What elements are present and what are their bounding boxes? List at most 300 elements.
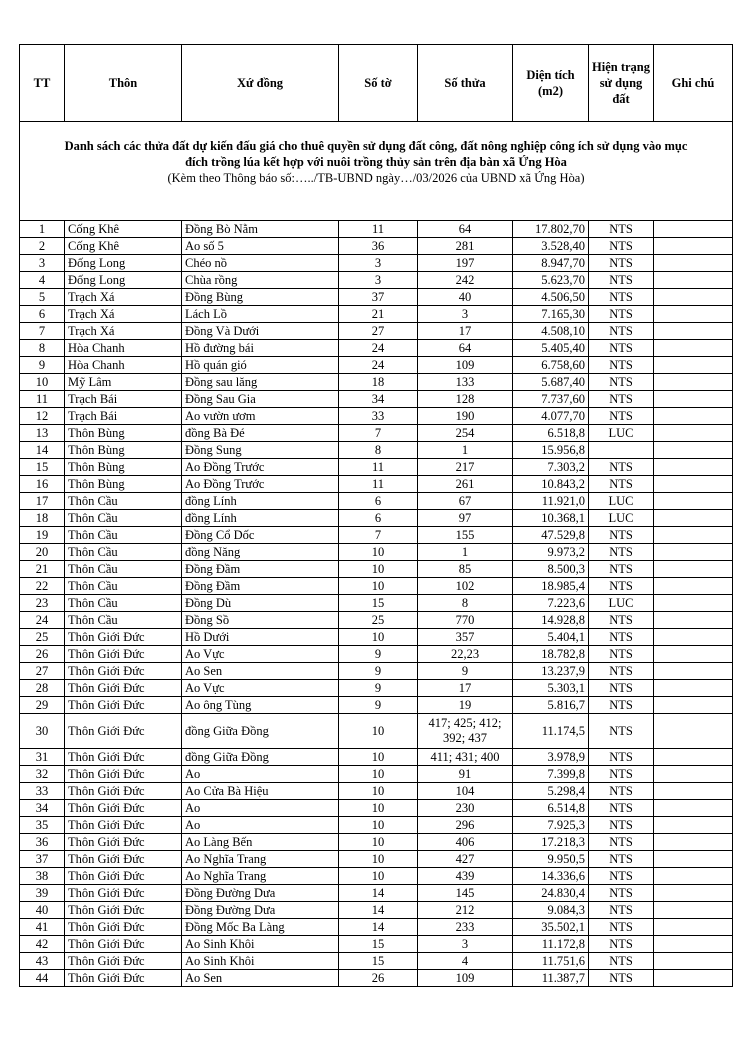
table-row bbox=[20, 646, 733, 663]
cell-so-to: 10 bbox=[339, 868, 418, 885]
cell-tt: 15 bbox=[20, 459, 65, 476]
cell-so-to: 24 bbox=[339, 340, 418, 357]
cell-dien-tich: 15.956,8 bbox=[513, 442, 589, 459]
cell-so-thua: 261 bbox=[418, 476, 513, 493]
cell-tt: 16 bbox=[20, 476, 65, 493]
cell-xu-dong: Ao Cửa Bà Hiệu bbox=[182, 783, 339, 800]
cell-so-thua: 85 bbox=[418, 561, 513, 578]
table-row bbox=[20, 885, 733, 902]
cell-tt: 44 bbox=[20, 970, 65, 987]
cell-hien-trang: NTS bbox=[589, 459, 654, 476]
cell-so-thua: 770 bbox=[418, 612, 513, 629]
table-row bbox=[20, 851, 733, 868]
header-row bbox=[20, 45, 733, 122]
cell-hien-trang: NTS bbox=[589, 391, 654, 408]
cell-so-to: 10 bbox=[339, 851, 418, 868]
cell-so-to: 26 bbox=[339, 970, 418, 987]
cell-hien-trang: NTS bbox=[589, 800, 654, 817]
header-thon: Thôn bbox=[65, 45, 182, 122]
cell-tt: 32 bbox=[20, 766, 65, 783]
cell-tt: 24 bbox=[20, 612, 65, 629]
cell-hien-trang: NTS bbox=[589, 323, 654, 340]
table-row bbox=[20, 612, 733, 629]
cell-hien-trang: NTS bbox=[589, 527, 654, 544]
cell-dien-tich: 5.623,70 bbox=[513, 272, 589, 289]
cell-xu-dong: đồng Lính bbox=[182, 493, 339, 510]
cell-xu-dong: Hồ Dưới bbox=[182, 629, 339, 646]
cell-so-to: 11 bbox=[339, 476, 418, 493]
cell-thon: Thôn Giới Đức bbox=[65, 885, 182, 902]
cell-hien-trang: LUC bbox=[589, 493, 654, 510]
cell-so-to: 10 bbox=[339, 561, 418, 578]
table-row bbox=[20, 272, 733, 289]
cell-so-to: 11 bbox=[339, 221, 418, 238]
cell-thon: Thôn Giới Đức bbox=[65, 851, 182, 868]
cell-ghi-chu bbox=[654, 289, 733, 306]
cell-so-thua: 439 bbox=[418, 868, 513, 885]
cell-hien-trang: NTS bbox=[589, 221, 654, 238]
cell-ghi-chu bbox=[654, 783, 733, 800]
cell-so-thua: 109 bbox=[418, 970, 513, 987]
cell-so-thua: 197 bbox=[418, 255, 513, 272]
cell-hien-trang: NTS bbox=[589, 919, 654, 936]
header-hien-trang: Hiện trạng sử dụng đất bbox=[589, 45, 654, 122]
cell-thon: Đống Long bbox=[65, 272, 182, 289]
cell-so-thua: 242 bbox=[418, 272, 513, 289]
cell-tt: 7 bbox=[20, 323, 65, 340]
cell-so-to: 37 bbox=[339, 289, 418, 306]
table-row bbox=[20, 936, 733, 953]
table-row bbox=[20, 510, 733, 527]
cell-tt: 3 bbox=[20, 255, 65, 272]
cell-thon: Thôn Cầu bbox=[65, 510, 182, 527]
cell-so-thua: 427 bbox=[418, 851, 513, 868]
cell-xu-dong: Ao vườn ươm bbox=[182, 408, 339, 425]
cell-xu-dong: Lách Lồ bbox=[182, 306, 339, 323]
cell-so-thua: 22,23 bbox=[418, 646, 513, 663]
cell-so-thua: 281 bbox=[418, 238, 513, 255]
cell-so-to: 10 bbox=[339, 783, 418, 800]
cell-xu-dong: Đồng Cổ Dốc bbox=[182, 527, 339, 544]
cell-thon: Thôn Giới Đức bbox=[65, 817, 182, 834]
cell-dien-tich: 5.816,7 bbox=[513, 697, 589, 714]
cell-thon: Thôn Giới Đức bbox=[65, 680, 182, 697]
cell-so-thua: 64 bbox=[418, 340, 513, 357]
cell-thon: Thôn Cầu bbox=[65, 595, 182, 612]
cell-ghi-chu bbox=[654, 749, 733, 766]
cell-tt: 11 bbox=[20, 391, 65, 408]
cell-dien-tich: 5.298,4 bbox=[513, 783, 589, 800]
cell-ghi-chu bbox=[654, 578, 733, 595]
cell-xu-dong: Ao số 5 bbox=[182, 238, 339, 255]
cell-ghi-chu bbox=[654, 919, 733, 936]
cell-ghi-chu bbox=[654, 425, 733, 442]
cell-so-thua: 145 bbox=[418, 885, 513, 902]
cell-thon: Thôn Bùng bbox=[65, 476, 182, 493]
cell-so-thua: 133 bbox=[418, 374, 513, 391]
document-subtitle: (Kèm theo Thông báo số:…../TB-UBND ngày…/03/2026 của UBND xã Ứng Hòa) bbox=[167, 171, 585, 185]
table-row bbox=[20, 221, 733, 238]
title-row bbox=[20, 122, 733, 221]
cell-xu-dong: Đồng Đường Dưa bbox=[182, 902, 339, 919]
table-row bbox=[20, 970, 733, 987]
cell-so-to: 21 bbox=[339, 306, 418, 323]
cell-ghi-chu bbox=[654, 408, 733, 425]
table-row bbox=[20, 714, 733, 749]
cell-xu-dong: Ao Làng Bến bbox=[182, 834, 339, 851]
cell-dien-tich: 8.500,3 bbox=[513, 561, 589, 578]
cell-thon: Thôn Giới Đức bbox=[65, 970, 182, 987]
cell-xu-dong: Đồng Sau Gia bbox=[182, 391, 339, 408]
cell-hien-trang: NTS bbox=[589, 561, 654, 578]
table-row bbox=[20, 766, 733, 783]
cell-so-to: 24 bbox=[339, 357, 418, 374]
cell-so-to: 34 bbox=[339, 391, 418, 408]
cell-thon: Trạch Xá bbox=[65, 306, 182, 323]
cell-xu-dong: Ao Sen bbox=[182, 970, 339, 987]
cell-so-to: 9 bbox=[339, 680, 418, 697]
cell-ghi-chu bbox=[654, 953, 733, 970]
cell-xu-dong: Đồng Bùng bbox=[182, 289, 339, 306]
cell-ghi-chu bbox=[654, 238, 733, 255]
table-row bbox=[20, 629, 733, 646]
cell-so-thua: 19 bbox=[418, 697, 513, 714]
cell-thon: Thôn Giới Đức bbox=[65, 936, 182, 953]
cell-so-thua: 190 bbox=[418, 408, 513, 425]
cell-tt: 23 bbox=[20, 595, 65, 612]
cell-so-to: 3 bbox=[339, 255, 418, 272]
cell-ghi-chu bbox=[654, 323, 733, 340]
cell-thon: Thôn Cầu bbox=[65, 544, 182, 561]
cell-thon: Thôn Giới Đức bbox=[65, 868, 182, 885]
cell-xu-dong: Đồng Mốc Ba Làng bbox=[182, 919, 339, 936]
cell-so-to: 15 bbox=[339, 953, 418, 970]
table-row bbox=[20, 953, 733, 970]
cell-so-thua: 9 bbox=[418, 663, 513, 680]
table-row bbox=[20, 493, 733, 510]
cell-thon: Thôn Bùng bbox=[65, 425, 182, 442]
cell-ghi-chu bbox=[654, 663, 733, 680]
cell-so-thua: 8 bbox=[418, 595, 513, 612]
cell-thon: Thôn Bùng bbox=[65, 442, 182, 459]
cell-so-to: 10 bbox=[339, 834, 418, 851]
table-row bbox=[20, 919, 733, 936]
cell-hien-trang: LUC bbox=[589, 595, 654, 612]
cell-hien-trang: NTS bbox=[589, 953, 654, 970]
cell-xu-dong: Ao Nghĩa Trang bbox=[182, 868, 339, 885]
cell-hien-trang: NTS bbox=[589, 714, 654, 749]
cell-dien-tich: 47.529,8 bbox=[513, 527, 589, 544]
cell-dien-tich: 10.368,1 bbox=[513, 510, 589, 527]
table-row bbox=[20, 357, 733, 374]
cell-thon: Đống Long bbox=[65, 255, 182, 272]
cell-tt: 9 bbox=[20, 357, 65, 374]
cell-so-thua: 212 bbox=[418, 902, 513, 919]
cell-hien-trang: NTS bbox=[589, 646, 654, 663]
cell-tt: 34 bbox=[20, 800, 65, 817]
cell-tt: 14 bbox=[20, 442, 65, 459]
cell-dien-tich: 7.223,6 bbox=[513, 595, 589, 612]
cell-tt: 41 bbox=[20, 919, 65, 936]
cell-tt: 1 bbox=[20, 221, 65, 238]
table-row bbox=[20, 425, 733, 442]
cell-ghi-chu bbox=[654, 374, 733, 391]
cell-thon: Thôn Giới Đức bbox=[65, 834, 182, 851]
cell-dien-tich: 6.518,8 bbox=[513, 425, 589, 442]
cell-ghi-chu bbox=[654, 902, 733, 919]
cell-xu-dong: đồng Bà Đé bbox=[182, 425, 339, 442]
cell-thon: Thôn Bùng bbox=[65, 459, 182, 476]
cell-tt: 40 bbox=[20, 902, 65, 919]
cell-thon: Thôn Cầu bbox=[65, 493, 182, 510]
cell-tt: 37 bbox=[20, 851, 65, 868]
cell-ghi-chu bbox=[654, 510, 733, 527]
cell-hien-trang: NTS bbox=[589, 612, 654, 629]
cell-xu-dong: Ao ông Tùng bbox=[182, 697, 339, 714]
table-row bbox=[20, 289, 733, 306]
cell-hien-trang: NTS bbox=[589, 749, 654, 766]
cell-xu-dong: Hồ quán gió bbox=[182, 357, 339, 374]
cell-so-thua: 64 bbox=[418, 221, 513, 238]
cell-tt: 29 bbox=[20, 697, 65, 714]
cell-dien-tich: 7.737,60 bbox=[513, 391, 589, 408]
table-row bbox=[20, 255, 733, 272]
cell-thon: Mỹ Lâm bbox=[65, 374, 182, 391]
cell-ghi-chu bbox=[654, 800, 733, 817]
cell-xu-dong: Ao Vực bbox=[182, 680, 339, 697]
cell-so-thua: 296 bbox=[418, 817, 513, 834]
cell-thon: Cống Khê bbox=[65, 221, 182, 238]
table-row bbox=[20, 800, 733, 817]
cell-xu-dong: Chéo nồ bbox=[182, 255, 339, 272]
cell-tt: 17 bbox=[20, 493, 65, 510]
cell-so-thua: 17 bbox=[418, 680, 513, 697]
cell-tt: 43 bbox=[20, 953, 65, 970]
cell-ghi-chu bbox=[654, 851, 733, 868]
cell-xu-dong: Hồ đường bái bbox=[182, 340, 339, 357]
cell-tt: 4 bbox=[20, 272, 65, 289]
cell-ghi-chu bbox=[654, 885, 733, 902]
cell-so-to: 7 bbox=[339, 527, 418, 544]
cell-so-to: 14 bbox=[339, 919, 418, 936]
table-row bbox=[20, 561, 733, 578]
header-xu-dong: Xứ đồng bbox=[182, 45, 339, 122]
table-row bbox=[20, 544, 733, 561]
cell-so-thua: 4 bbox=[418, 953, 513, 970]
cell-dien-tich: 5.405,40 bbox=[513, 340, 589, 357]
table-row bbox=[20, 749, 733, 766]
cell-hien-trang: NTS bbox=[589, 902, 654, 919]
cell-so-to: 11 bbox=[339, 459, 418, 476]
cell-tt: 10 bbox=[20, 374, 65, 391]
cell-hien-trang: NTS bbox=[589, 868, 654, 885]
cell-tt: 42 bbox=[20, 936, 65, 953]
cell-ghi-chu bbox=[654, 697, 733, 714]
cell-ghi-chu bbox=[654, 459, 733, 476]
cell-xu-dong: Ao Đồng Trước bbox=[182, 476, 339, 493]
cell-ghi-chu bbox=[654, 936, 733, 953]
cell-so-thua: 128 bbox=[418, 391, 513, 408]
cell-thon: Thôn Giới Đức bbox=[65, 629, 182, 646]
cell-tt: 22 bbox=[20, 578, 65, 595]
cell-so-to: 33 bbox=[339, 408, 418, 425]
cell-so-thua: 1 bbox=[418, 544, 513, 561]
cell-dien-tich: 6.758,60 bbox=[513, 357, 589, 374]
cell-dien-tich: 7.165,30 bbox=[513, 306, 589, 323]
cell-hien-trang: NTS bbox=[589, 578, 654, 595]
cell-dien-tich: 8.947,70 bbox=[513, 255, 589, 272]
cell-so-thua: 406 bbox=[418, 834, 513, 851]
cell-so-to: 18 bbox=[339, 374, 418, 391]
cell-tt: 6 bbox=[20, 306, 65, 323]
cell-so-thua: 67 bbox=[418, 493, 513, 510]
cell-dien-tich: 10.843,2 bbox=[513, 476, 589, 493]
table-row bbox=[20, 476, 733, 493]
cell-hien-trang: NTS bbox=[589, 680, 654, 697]
cell-so-to: 9 bbox=[339, 646, 418, 663]
document bbox=[19, 44, 715, 987]
cell-so-thua: 17 bbox=[418, 323, 513, 340]
cell-tt: 19 bbox=[20, 527, 65, 544]
cell-thon: Trạch Bái bbox=[65, 408, 182, 425]
table-row bbox=[20, 391, 733, 408]
cell-so-to: 15 bbox=[339, 936, 418, 953]
cell-xu-dong: Ao bbox=[182, 817, 339, 834]
cell-hien-trang: NTS bbox=[589, 306, 654, 323]
cell-tt: 31 bbox=[20, 749, 65, 766]
cell-thon: Thôn Giới Đức bbox=[65, 800, 182, 817]
cell-tt: 2 bbox=[20, 238, 65, 255]
cell-so-to: 9 bbox=[339, 697, 418, 714]
cell-tt: 30 bbox=[20, 714, 65, 749]
cell-so-to: 10 bbox=[339, 578, 418, 595]
cell-dien-tich: 11.172,8 bbox=[513, 936, 589, 953]
cell-xu-dong: Ao bbox=[182, 800, 339, 817]
cell-so-to: 10 bbox=[339, 800, 418, 817]
cell-xu-dong: Ao Đồng Trước bbox=[182, 459, 339, 476]
cell-dien-tich: 9.084,3 bbox=[513, 902, 589, 919]
cell-so-thua: 217 bbox=[418, 459, 513, 476]
cell-thon: Hòa Chanh bbox=[65, 340, 182, 357]
cell-thon: Thôn Giới Đức bbox=[65, 663, 182, 680]
cell-so-thua: 411; 431; 400 bbox=[418, 749, 513, 766]
cell-hien-trang: NTS bbox=[589, 970, 654, 987]
cell-dien-tich: 4.508,10 bbox=[513, 323, 589, 340]
table-row bbox=[20, 868, 733, 885]
cell-so-to: 14 bbox=[339, 885, 418, 902]
cell-dien-tich: 11.751,6 bbox=[513, 953, 589, 970]
cell-so-thua: 357 bbox=[418, 629, 513, 646]
cell-so-to: 10 bbox=[339, 629, 418, 646]
cell-dien-tich: 4.506,50 bbox=[513, 289, 589, 306]
table-row bbox=[20, 783, 733, 800]
cell-dien-tich: 7.925,3 bbox=[513, 817, 589, 834]
cell-tt: 8 bbox=[20, 340, 65, 357]
document-title-line-2: đích trồng lúa kết hợp với nuôi trồng thủy sản trên địa bàn xã Ứng Hòa bbox=[185, 155, 567, 169]
cell-so-thua: 233 bbox=[418, 919, 513, 936]
cell-hien-trang: LUC bbox=[589, 510, 654, 527]
cell-so-thua: 155 bbox=[418, 527, 513, 544]
cell-ghi-chu bbox=[654, 714, 733, 749]
cell-so-thua: 254 bbox=[418, 425, 513, 442]
table-row bbox=[20, 697, 733, 714]
cell-xu-dong: Ao Sen bbox=[182, 663, 339, 680]
cell-so-to: 6 bbox=[339, 510, 418, 527]
cell-xu-dong: Ao Sinh Khôi bbox=[182, 953, 339, 970]
cell-dien-tich: 18.985,4 bbox=[513, 578, 589, 595]
cell-xu-dong: Chùa rồng bbox=[182, 272, 339, 289]
cell-thon: Thôn Giới Đức bbox=[65, 919, 182, 936]
cell-dien-tich: 11.174,5 bbox=[513, 714, 589, 749]
cell-ghi-chu bbox=[654, 527, 733, 544]
header-so-thua: Số thửa bbox=[418, 45, 513, 122]
cell-ghi-chu bbox=[654, 595, 733, 612]
cell-so-thua: 230 bbox=[418, 800, 513, 817]
cell-dien-tich: 17.218,3 bbox=[513, 834, 589, 851]
cell-tt: 27 bbox=[20, 663, 65, 680]
table-row bbox=[20, 323, 733, 340]
cell-dien-tich: 14.928,8 bbox=[513, 612, 589, 629]
cell-ghi-chu bbox=[654, 493, 733, 510]
cell-xu-dong: Ao bbox=[182, 766, 339, 783]
cell-hien-trang: NTS bbox=[589, 544, 654, 561]
cell-hien-trang: LUC bbox=[589, 425, 654, 442]
table-row bbox=[20, 374, 733, 391]
cell-thon: Thôn Giới Đức bbox=[65, 766, 182, 783]
cell-so-to: 7 bbox=[339, 425, 418, 442]
table-row bbox=[20, 834, 733, 851]
cell-hien-trang: NTS bbox=[589, 238, 654, 255]
cell-tt: 35 bbox=[20, 817, 65, 834]
cell-tt: 5 bbox=[20, 289, 65, 306]
cell-tt: 39 bbox=[20, 885, 65, 902]
cell-thon: Thôn Giới Đức bbox=[65, 953, 182, 970]
table-row bbox=[20, 408, 733, 425]
cell-so-to: 6 bbox=[339, 493, 418, 510]
cell-so-thua: 104 bbox=[418, 783, 513, 800]
cell-xu-dong: Đồng Đường Dưa bbox=[182, 885, 339, 902]
cell-so-to: 14 bbox=[339, 902, 418, 919]
header-ghi-chu: Ghi chú bbox=[654, 45, 733, 122]
cell-tt: 18 bbox=[20, 510, 65, 527]
cell-hien-trang: NTS bbox=[589, 697, 654, 714]
cell-xu-dong: Đồng Đầm bbox=[182, 561, 339, 578]
cell-ghi-chu bbox=[654, 306, 733, 323]
cell-ghi-chu bbox=[654, 391, 733, 408]
cell-dien-tich: 11.921,0 bbox=[513, 493, 589, 510]
cell-xu-dong: Ao Sinh Khôi bbox=[182, 936, 339, 953]
cell-dien-tich: 4.077,70 bbox=[513, 408, 589, 425]
cell-so-to: 10 bbox=[339, 749, 418, 766]
cell-ghi-chu bbox=[654, 680, 733, 697]
cell-tt: 12 bbox=[20, 408, 65, 425]
cell-ghi-chu bbox=[654, 612, 733, 629]
cell-so-thua: 40 bbox=[418, 289, 513, 306]
cell-hien-trang: NTS bbox=[589, 851, 654, 868]
cell-so-thua: 3 bbox=[418, 306, 513, 323]
cell-so-thua: 1 bbox=[418, 442, 513, 459]
cell-so-to: 27 bbox=[339, 323, 418, 340]
cell-ghi-chu bbox=[654, 442, 733, 459]
cell-xu-dong: Đồng Dù bbox=[182, 595, 339, 612]
cell-xu-dong: Ao Nghĩa Trang bbox=[182, 851, 339, 868]
cell-tt: 13 bbox=[20, 425, 65, 442]
table-row bbox=[20, 595, 733, 612]
table-row bbox=[20, 306, 733, 323]
cell-hien-trang: NTS bbox=[589, 289, 654, 306]
cell-hien-trang: NTS bbox=[589, 783, 654, 800]
cell-ghi-chu bbox=[654, 629, 733, 646]
